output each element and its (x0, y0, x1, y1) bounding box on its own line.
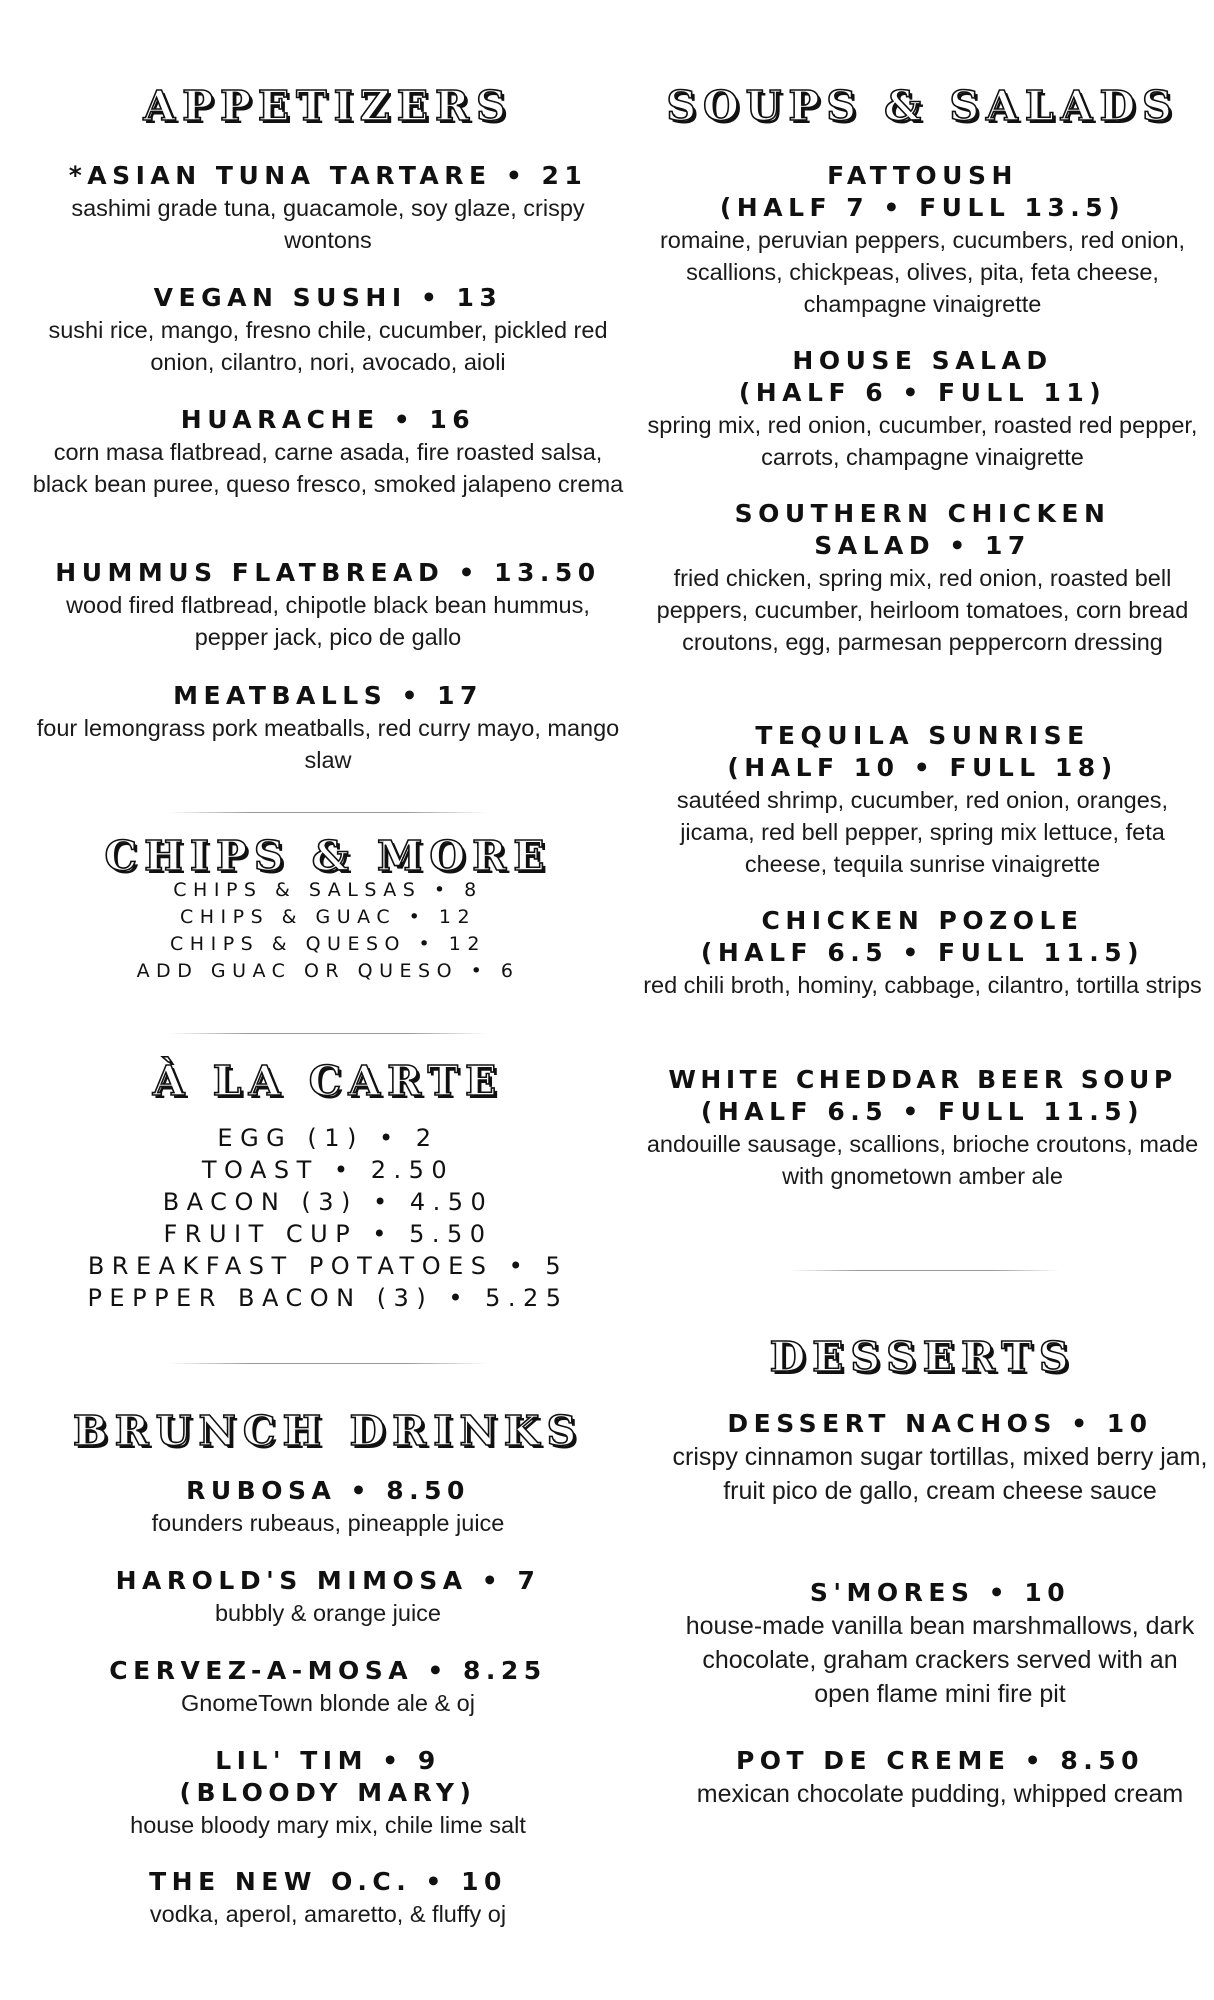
item-description: house bloody mary mix, chile lime salt (130, 1812, 526, 1838)
desserts-title: DESSERTS (769, 1333, 1076, 1381)
item-name: HOUSE SALAD (792, 346, 1053, 375)
list-item: CHIPS & QUESO • 12 (170, 933, 486, 955)
left-column (28, 0, 628, 2000)
item-description: four lemongrass pork meatballs, red curry mayo, mango slaw (36, 715, 620, 773)
item-name: SOUTHERN CHICKEN (734, 499, 1111, 528)
item-description: red chili broth, hominy, cabbage, cilantro, tortilla strips (643, 972, 1202, 998)
item-name: WHITE CHEDDAR BEER SOUP (668, 1065, 1177, 1094)
item-description: sautéed shrimp, cucumber, red onion, oranges, jicama, red bell pepper, spring mix lettuce, feta cheese, tequila sunrise vinaigrette (676, 787, 1169, 877)
menu-item (28, 680, 628, 776)
item-description: sashimi grade tuna, guacamole, soy glaze, crispy wontons (71, 195, 585, 253)
item-name: HAROLD'S MIMOSA • 7 (115, 1566, 541, 1595)
menu-item (640, 905, 1205, 1001)
list-item: EGG (1) • 2 (217, 1124, 439, 1152)
item-name: LIL' TIM • 9 (215, 1746, 441, 1775)
menu-item (28, 160, 628, 256)
item-name: RUBOSA • 8.50 (186, 1476, 470, 1505)
menu-item (28, 557, 628, 653)
menu-item (28, 1745, 628, 1841)
item-name-line-2: (BLOODY MARY) (179, 1778, 477, 1807)
soups-salads-title: SOUPS & SALADS (666, 82, 1179, 130)
menu-item (640, 160, 1205, 320)
menu-item (28, 404, 628, 500)
item-name: HUARACHE • 16 (180, 405, 476, 434)
menu-item (640, 1064, 1205, 1192)
menu-item (670, 1745, 1210, 1811)
menu-item (670, 1408, 1210, 1508)
item-name: *ASIAN TUNA TARTARE • 21 (68, 161, 588, 190)
item-description: GnomeTown blonde ale & oj (181, 1690, 475, 1716)
item-description: spring mix, red onion, cucumber, roasted red pepper, carrots, champagne vinaigrette (647, 412, 1198, 470)
brunch-drinks-title: BRUNCH DRINKS (72, 1407, 584, 1455)
menu-item (640, 498, 1205, 658)
item-description: fried chicken, spring mix, red onion, roasted bell peppers, cucumber, heirloom tomatoes, corn bread croutons, egg, parmesan peppercorn dressing (656, 565, 1189, 655)
chips-title: CHIPS & MORE (104, 832, 552, 880)
item-name-line-2: (HALF 10 • FULL 18) (727, 753, 1118, 782)
item-name: VEGAN SUSHI • 13 (153, 283, 503, 312)
item-name: TEQUILA SUNRISE (755, 721, 1090, 750)
item-description: romaine, peruvian peppers, cucumbers, red onion, scallions, chickpeas, olives, pita, feta cheese, champagne vinaigrette (659, 227, 1186, 317)
item-name-line-2: (HALF 6.5 • FULL 11.5) (700, 938, 1145, 967)
item-description: crispy cinnamon sugar tortillas, mixed berry jam, fruit pico de gallo, cream cheese sauce (672, 1443, 1208, 1505)
menu-item (28, 1475, 628, 1539)
section-divider (168, 812, 488, 813)
alacarte-title: À LA CARTE (152, 1057, 504, 1105)
menu-item (28, 1565, 628, 1629)
item-description: wood fired flatbread, chipotle black bean hummus, pepper jack, pico de gallo (66, 592, 590, 650)
item-description: andouille sausage, scallions, brioche croutons, made with gnometown amber ale (646, 1131, 1199, 1189)
list-item: TOAST • 2.50 (201, 1156, 455, 1184)
item-name: CERVEZ-A-MOSA • 8.25 (109, 1656, 547, 1685)
item-name: FATTOUSH (827, 161, 1018, 190)
chips-list (28, 877, 628, 985)
menu-item (640, 345, 1205, 473)
appetizers-title: APPETIZERS (143, 82, 513, 130)
item-name-line-2: (HALF 6 • FULL 11) (738, 378, 1107, 407)
list-item: ADD GUAC OR QUESO • 6 (136, 960, 520, 982)
item-description: sushi rice, mango, fresno chile, cucumber, pickled red onion, cilantro, nori, avocado, aioli (48, 317, 608, 375)
item-name-line-2: (HALF 6.5 • FULL 11.5) (700, 1097, 1145, 1126)
item-name: POT DE CREME • 8.50 (735, 1746, 1145, 1775)
list-item: PEPPER BACON (3) • 5.25 (87, 1284, 569, 1312)
list-item: CHIPS & GUAC • 12 (179, 906, 477, 928)
section-divider (168, 1033, 488, 1034)
item-name: CHICKEN POZOLE (761, 906, 1084, 935)
item-description: corn masa flatbread, carne asada, fire roasted salsa, black bean puree, queso fresco, smoked jalapeno crema (32, 439, 624, 497)
list-item: FRUIT CUP • 5.50 (163, 1220, 493, 1248)
menu-item (670, 1577, 1210, 1711)
menu-item (640, 720, 1205, 880)
item-name: THE NEW O.C. • 10 (149, 1867, 507, 1896)
item-description: mexican chocolate pudding, whipped cream (696, 1780, 1184, 1808)
list-item: BACON (3) • 4.50 (162, 1188, 494, 1216)
section-divider (168, 1363, 488, 1364)
right-column (640, 0, 1208, 2000)
item-name: HUMMUS FLATBREAD • 13.50 (55, 558, 601, 587)
item-name: S'MORES • 10 (809, 1578, 1071, 1607)
menu-item (28, 1866, 628, 1930)
menu-item (28, 282, 628, 378)
item-description: bubbly & orange juice (214, 1600, 441, 1626)
item-name-line-2: (HALF 7 • FULL 13.5) (719, 193, 1126, 222)
section-divider (790, 1270, 1060, 1271)
item-description: house-made vanilla bean marshmallows, dark chocolate, graham crackers served with an open flame mini fire pit (685, 1612, 1195, 1708)
item-description: vodka, aperol, amaretto, & fluffy oj (149, 1901, 507, 1927)
item-name: MEATBALLS • 17 (173, 681, 483, 710)
list-item: BREAKFAST POTATOES • 5 (87, 1252, 569, 1280)
item-name: DESSERT NACHOS • 10 (727, 1409, 1153, 1438)
item-name-line-2: SALAD • 17 (814, 531, 1031, 560)
alacarte-list (28, 1122, 628, 1314)
list-item: CHIPS & SALSAS • 8 (173, 879, 483, 901)
menu-item (28, 1655, 628, 1719)
item-description: founders rubeaus, pineapple juice (151, 1510, 505, 1536)
